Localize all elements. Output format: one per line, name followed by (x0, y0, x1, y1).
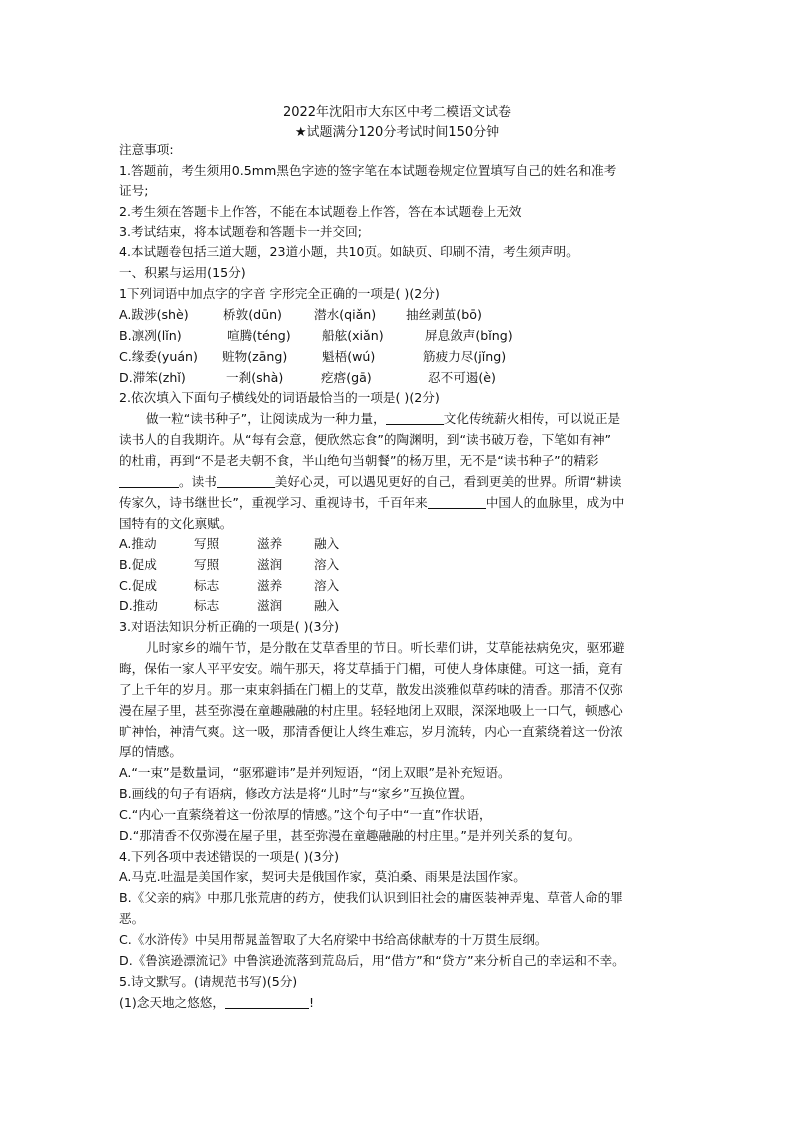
q1-option-c-4: 筋疲力尽(jǐng) (423, 349, 507, 364)
q1-option-d-3: 疙瘩(gā) (321, 370, 372, 385)
q3-passage-line-6: 厚的情感。 (119, 744, 182, 759)
q2-option-c-1: C.促成 (119, 578, 157, 593)
q4-option-c: C.《水浒传》中吴用帮晁盖智取了大名府梁中书给高俅献寿的十万贯生辰纲。 (119, 932, 548, 947)
q2-passage-line-4: 。读书 美好心灵，可以遇见更好的自己，看到更美的世界。所谓“耕读 (119, 476, 621, 489)
note-3: 3.考试结束，将本试题卷和答题卡一并交回; (119, 224, 362, 239)
q3-passage-line-1: 儿时家乡的端午节，是分散在艾草香里的节日。听长辈们讲，艾草能祛病免灾，驱邪避 (146, 640, 625, 655)
q2-option-b-3: 滋润 (257, 557, 283, 572)
q5-item-1: (1)念天地之悠悠， ! (119, 995, 315, 1010)
note-4: 4.本试题卷包括三道大题，23道小题，共10页。如缺页、印刷不清，考生须声明。 (119, 244, 579, 259)
q2-option-d-4: 融入 (314, 598, 340, 613)
q2-option-c-4: 溶入 (314, 578, 340, 593)
q4-option-b: B.《父亲的病》中那几张荒唐的药方，使我们认识到旧社会的庸医装神弄鬼、草菅人命的罪 (119, 890, 623, 905)
exam-subtitle: ★试题满分120分考试时间150分钟 (294, 125, 500, 140)
q1-option-a-2: 桥敦(dūn) (223, 307, 282, 322)
q1-option-d-1: D.滞笨(zhǐ) (119, 370, 186, 385)
q3-option-a: A.“一束”是数量词，“驱邪避讳”是并列短语，“闭上双眼”是补充短语。 (119, 765, 511, 780)
section-heading: 一、积累与运用(15分) (119, 265, 246, 280)
q1-option-c-3: 魁梧(wú) (322, 349, 376, 364)
q3-option-c: C.“内心一直萦绕着这一份浓厚的情感。”这个句子中“一直”作状语， (119, 807, 492, 822)
q3-passage-line-4: 漫在屋子里，甚至弥漫在童趣融融的村庄里。轻轻地闭上双眼，深深地吸上一口气，顿感心 (119, 703, 623, 718)
q2-option-a-1: A.推动 (119, 536, 157, 551)
q1-option-c-2: 赃物(zāng) (222, 349, 288, 364)
note-1-cont: 证号; (119, 183, 149, 198)
q2-passage-line-6: 国特有的文化禀赋。 (119, 516, 233, 531)
q2-option-a-4: 融入 (314, 536, 340, 551)
q2-passage-line-3: 的杜甫，再到“不是老夫朝不食，半山绝句当朝餐”的杨万里，无不是“读书种子”的精彩 (119, 453, 599, 468)
q1-option-a-3: 潜水(qiǎn) (314, 307, 377, 322)
q1-option-a-1: A.跋涉(shè) (119, 307, 189, 322)
q3-option-d: D.“那清香不仅弥漫在屋子里，甚至弥漫在童趣融融的村庄里。”是并列关系的复句。 (119, 828, 581, 843)
q2-option-a-2: 写照 (194, 536, 220, 551)
q1-option-c-1: C.缘委(yuán) (119, 349, 198, 364)
q3-passage-line-5: 旷神怡，神清气爽。这一吸，那清香便让人终生难忘，岁月流转，内心一直萦绕着这一份浓 (119, 724, 623, 739)
q1-option-b-4: 屏息敛声(bǐng) (425, 328, 513, 343)
q2-option-d-1: D.推动 (119, 598, 158, 613)
q1-option-d-4: 忍不可遏(è) (428, 370, 496, 385)
q2-blank-4 (428, 497, 486, 509)
q2-passage-line-1: 做一粒“读书种子”，让阅读成为一种力量， 文化传统薪火相传，可以说正是 (146, 411, 621, 426)
q4-option-a: A.马克.吐温是美国作家，契诃夫是俄国作家，莫泊桑、雨果是法国作家。 (119, 869, 526, 884)
q2-blank-1 (386, 413, 444, 425)
notes-heading: 注意事项: (119, 142, 174, 157)
q2-passage-line-5: 传家久，诗书继世长”，重视学习、重视诗书，千百年来 中国人的血脉里，成为中 (119, 495, 625, 510)
q1-option-b-2: 喧腾(téng) (227, 328, 291, 343)
q3-option-b: B.画线的句子有语病，修改方法是将“儿时”与“家乡”互换位置。 (119, 786, 473, 801)
q5-blank-1 (225, 997, 309, 1009)
q3-stem: 3.对语法知识分析正确的一项是( )(3分) (119, 619, 339, 634)
q2-option-b-4: 溶入 (314, 557, 340, 572)
q2-option-b-1: B.促成 (119, 557, 157, 572)
q2-option-c-3: 滋养 (257, 578, 283, 593)
q1-option-b-3: 船舷(xiǎn) (322, 328, 384, 343)
exam-title: 2022年沈阳市大东区中考二模语文试卷 (282, 105, 512, 120)
q2-option-d-3: 滋润 (257, 598, 283, 613)
q2-blank-3 (217, 476, 275, 488)
q2-blank-2 (119, 476, 179, 488)
q2-option-c-2: 标志 (194, 578, 220, 593)
q3-passage-line-3: 了上千年的岁月。那一束束斜插在门楣上的艾草，散发出淡雅似草药味的清香。那清不仅弥 (119, 682, 623, 697)
q4-option-b-cont: 恶。 (119, 911, 145, 926)
q2-option-d-2: 标志 (194, 598, 220, 613)
note-1: 1.答题前，考生须用0.5mm黑色字迹的签字笔在本试题卷规定位置填写自己的姓名和准考 (119, 163, 617, 178)
q3-passage-line-2: 晦，保佑一家人平平安安。端午那天，将艾草插于门楣，可使人身体康健。可这一插，竟有 (119, 661, 623, 676)
q2-stem: 2.依次填入下面句子横线处的词语最恰当的一项是( )(2分) (119, 390, 440, 405)
q1-option-a-4: 抽丝剥茧(bō) (406, 307, 482, 322)
q1-option-b-1: B.凛冽(lǐn) (119, 328, 182, 343)
q2-option-a-3: 滋养 (257, 536, 283, 551)
q1-option-d-2: 一刹(shà) (226, 370, 284, 385)
q2-passage-line-2: 读书人的自我期许。从“每有会意，便欣然忘食”的陶渊明，到“读书破万卷，下笔如有神” (119, 432, 612, 447)
q2-option-b-2: 写照 (194, 557, 220, 572)
note-2: 2.考生须在答题卡上作答，不能在本试题卷上作答，答在本试题卷上无效 (119, 204, 522, 219)
q1-stem: 1下列词语中加点字的字音 字形完全正确的一项是( )(2分) (119, 286, 440, 301)
q4-option-d: D.《鲁滨逊漂流记》中鲁滨逊流落到荒岛后，用“借方”和“贷方”来分析自己的幸运和不幸。 (119, 953, 625, 968)
q5-stem: 5.诗文默写。(请规范书写)(5分) (119, 974, 298, 989)
q4-stem: 4.下列各项中表述错误的一项是( )(3分) (119, 849, 339, 864)
